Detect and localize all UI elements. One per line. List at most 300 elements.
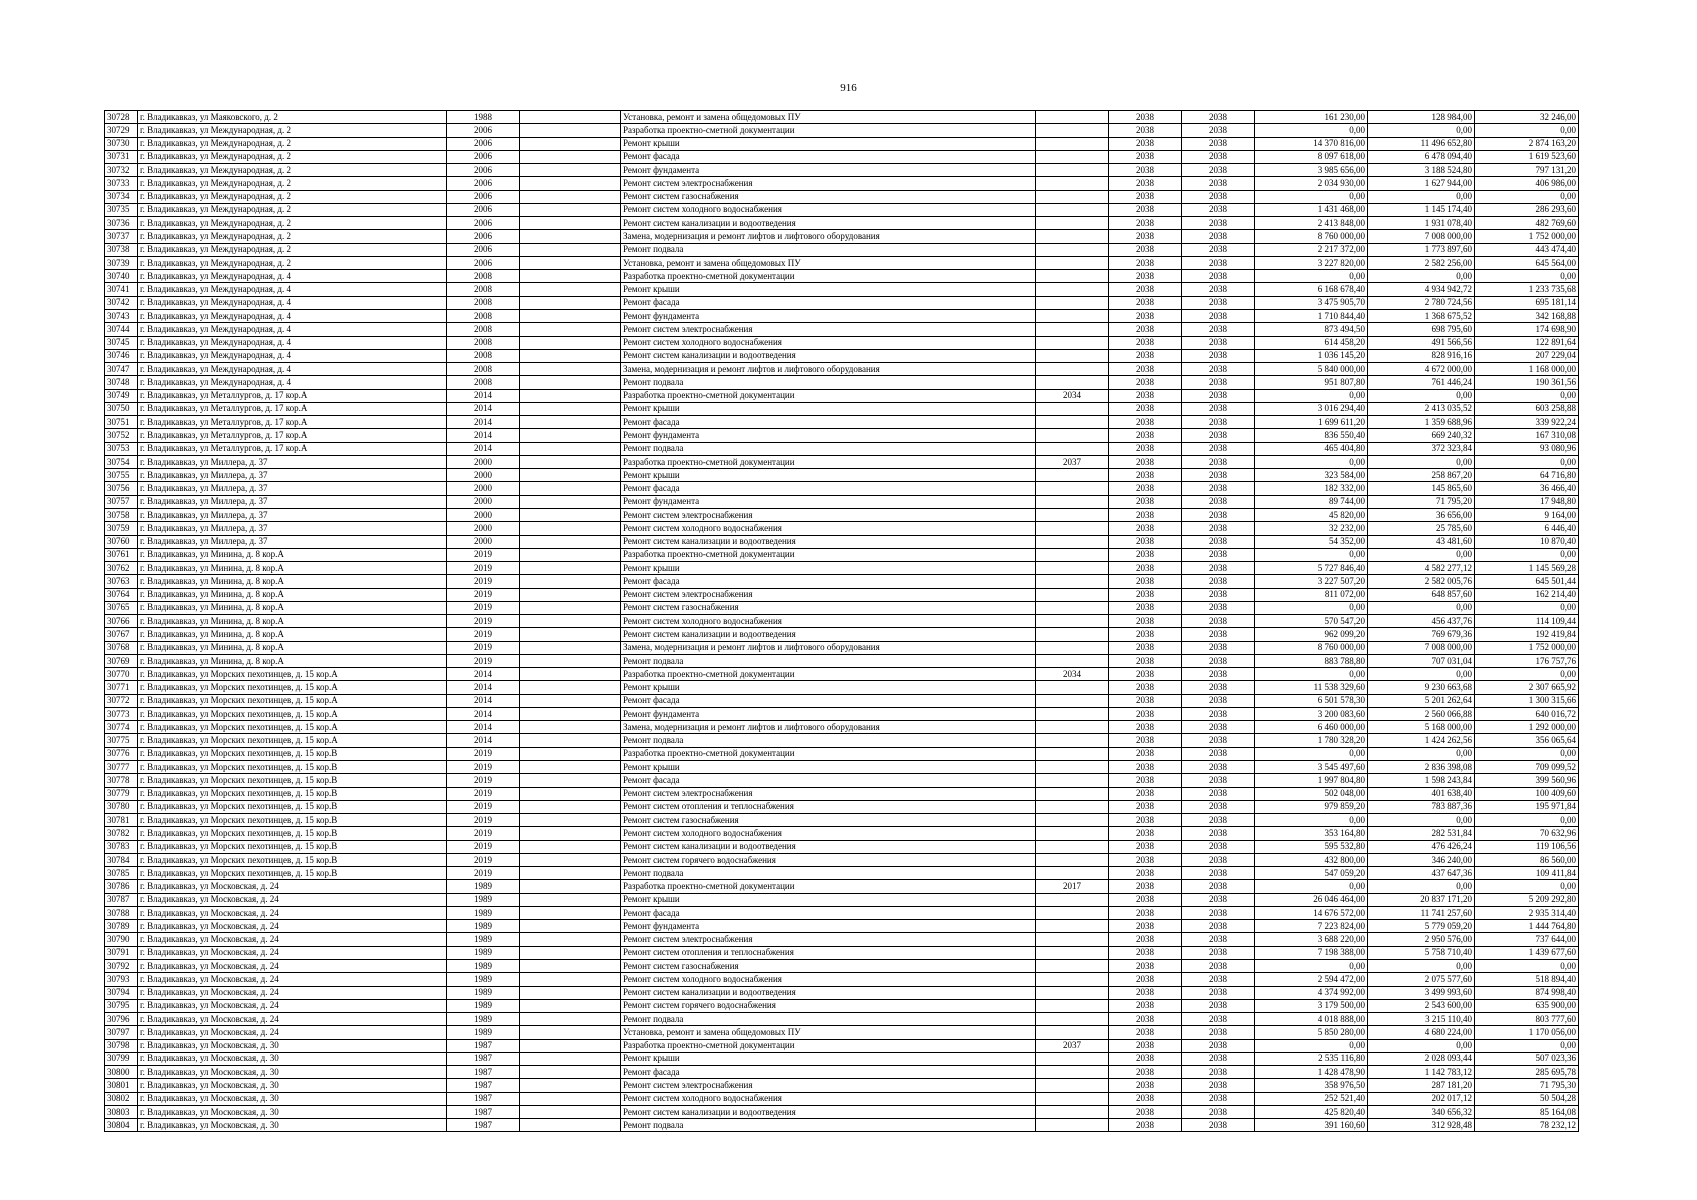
work-type-cell: Ремонт фундамента — [621, 707, 1036, 720]
work-type-cell: Замена, модернизация и ремонт лифтов и лифтового оборудования — [621, 230, 1036, 243]
owner-cost-cell: 122 891,64 — [1475, 336, 1579, 349]
table-row — [105, 1105, 1579, 1118]
owner-cost-cell: 406 986,00 — [1475, 177, 1579, 190]
row-id-cell: 30748 — [105, 376, 138, 389]
total-cost-cell: 3 016 294,40 — [1255, 402, 1368, 415]
build-year-cell: 2019 — [447, 774, 520, 787]
empty-cell — [520, 893, 621, 906]
table-row — [105, 628, 1579, 641]
work-type-cell: Ремонт систем газоснабжения — [621, 960, 1036, 973]
total-cost-cell: 0,00 — [1255, 190, 1368, 203]
empty-cell — [520, 323, 621, 336]
table-row — [105, 668, 1579, 681]
start-year-cell: 2038 — [1109, 774, 1182, 787]
end-year-cell: 2038 — [1182, 800, 1255, 813]
plan-year-cell — [1036, 296, 1109, 309]
fund-cost-cell: 4 672 000,00 — [1368, 363, 1475, 376]
owner-cost-cell: 695 181,14 — [1475, 296, 1579, 309]
row-id-cell: 30799 — [105, 1052, 138, 1065]
build-year-cell: 2008 — [447, 296, 520, 309]
total-cost-cell: 5 840 000,00 — [1255, 363, 1368, 376]
end-year-cell: 2038 — [1182, 1052, 1255, 1065]
end-year-cell: 2038 — [1182, 177, 1255, 190]
empty-cell — [520, 137, 621, 150]
total-cost-cell: 547 059,20 — [1255, 867, 1368, 880]
row-id-cell: 30751 — [105, 416, 138, 429]
end-year-cell: 2038 — [1182, 548, 1255, 561]
end-year-cell: 2038 — [1182, 747, 1255, 760]
owner-cost-cell: 1 300 315,66 — [1475, 694, 1579, 707]
table-row — [105, 349, 1579, 362]
start-year-cell: 2038 — [1109, 840, 1182, 853]
start-year-cell: 2038 — [1109, 641, 1182, 654]
empty-cell — [520, 906, 621, 919]
plan-year-cell — [1036, 800, 1109, 813]
build-year-cell: 2006 — [447, 243, 520, 256]
owner-cost-cell: 190 361,56 — [1475, 376, 1579, 389]
work-type-cell: Ремонт систем электроснабжения — [621, 323, 1036, 336]
plan-year-cell — [1036, 323, 1109, 336]
work-type-cell: Ремонт крыши — [621, 893, 1036, 906]
table-row — [105, 694, 1579, 707]
build-year-cell: 2019 — [447, 827, 520, 840]
row-id-cell: 30732 — [105, 164, 138, 177]
empty-cell — [520, 933, 621, 946]
owner-cost-cell: 109 411,84 — [1475, 867, 1579, 880]
owner-cost-cell: 0,00 — [1475, 455, 1579, 468]
table-row — [105, 1039, 1579, 1052]
work-type-cell: Ремонт систем холодного водоснабжения — [621, 615, 1036, 628]
start-year-cell: 2038 — [1109, 1013, 1182, 1026]
plan-year-cell — [1036, 1105, 1109, 1118]
total-cost-cell: 8 097 618,00 — [1255, 150, 1368, 163]
empty-cell — [520, 761, 621, 774]
start-year-cell: 2038 — [1109, 455, 1182, 468]
start-year-cell: 2038 — [1109, 323, 1182, 336]
work-type-cell: Ремонт систем газоснабжения — [621, 190, 1036, 203]
address-cell: г. Владикавказ, ул Морских пехотинцев, д. 15 кор.А — [138, 707, 447, 720]
fund-cost-cell: 11 741 257,60 — [1368, 906, 1475, 919]
address-cell: г. Владикавказ, ул Международная, д. 4 — [138, 270, 447, 283]
empty-cell — [520, 734, 621, 747]
page-number: 916 — [840, 82, 857, 94]
table-row — [105, 734, 1579, 747]
fund-cost-cell: 0,00 — [1368, 190, 1475, 203]
empty-cell — [520, 203, 621, 216]
row-id-cell: 30775 — [105, 734, 138, 747]
row-id-cell: 30737 — [105, 230, 138, 243]
plan-year-cell — [1036, 270, 1109, 283]
work-type-cell: Разработка проектно-сметной документации — [621, 455, 1036, 468]
address-cell: г. Владикавказ, ул Морских пехотинцев, д. 15 кор.А — [138, 681, 447, 694]
table-row — [105, 575, 1579, 588]
address-cell: г. Владикавказ, ул Морских пехотинцев, д. 15 кор.В — [138, 840, 447, 853]
row-id-cell: 30754 — [105, 455, 138, 468]
row-id-cell: 30800 — [105, 1066, 138, 1079]
table-row — [105, 721, 1579, 734]
total-cost-cell: 979 859,20 — [1255, 800, 1368, 813]
address-cell: г. Владикавказ, ул Международная, д. 2 — [138, 217, 447, 230]
start-year-cell: 2038 — [1109, 522, 1182, 535]
start-year-cell: 2038 — [1109, 694, 1182, 707]
empty-cell — [520, 641, 621, 654]
empty-cell — [520, 747, 621, 760]
empty-cell — [520, 880, 621, 893]
total-cost-cell: 14 370 816,00 — [1255, 137, 1368, 150]
build-year-cell: 2006 — [447, 230, 520, 243]
table-row — [105, 1052, 1579, 1065]
start-year-cell: 2038 — [1109, 230, 1182, 243]
start-year-cell: 2038 — [1109, 1119, 1182, 1132]
total-cost-cell: 2 413 848,00 — [1255, 217, 1368, 230]
table-row — [105, 867, 1579, 880]
plan-year-cell — [1036, 508, 1109, 521]
row-id-cell: 30792 — [105, 960, 138, 973]
empty-cell — [520, 1052, 621, 1065]
work-type-cell: Ремонт систем канализации и водоотведения — [621, 986, 1036, 999]
build-year-cell: 2019 — [447, 867, 520, 880]
plan-year-cell — [1036, 230, 1109, 243]
address-cell: г. Владикавказ, ул Минина, д. 8 кор.А — [138, 628, 447, 641]
build-year-cell: 2006 — [447, 137, 520, 150]
owner-cost-cell: 0,00 — [1475, 124, 1579, 137]
build-year-cell: 1989 — [447, 1013, 520, 1026]
plan-year-cell: 2037 — [1036, 1039, 1109, 1052]
table-row — [105, 615, 1579, 628]
owner-cost-cell: 342 168,88 — [1475, 309, 1579, 322]
owner-cost-cell: 0,00 — [1475, 270, 1579, 283]
owner-cost-cell: 1 292 000,00 — [1475, 721, 1579, 734]
owner-cost-cell: 100 409,60 — [1475, 787, 1579, 800]
empty-cell — [520, 960, 621, 973]
work-type-cell: Ремонт подвала — [621, 654, 1036, 667]
build-year-cell: 2006 — [447, 190, 520, 203]
row-id-cell: 30761 — [105, 548, 138, 561]
plan-year-cell — [1036, 1119, 1109, 1132]
owner-cost-cell: 645 564,00 — [1475, 256, 1579, 269]
address-cell: г. Владикавказ, ул Морских пехотинцев, д. 15 кор.А — [138, 721, 447, 734]
work-type-cell: Ремонт систем электроснабжения — [621, 177, 1036, 190]
row-id-cell: 30736 — [105, 217, 138, 230]
work-type-cell: Ремонт подвала — [621, 243, 1036, 256]
empty-cell — [520, 495, 621, 508]
work-type-cell: Замена, модернизация и ремонт лифтов и лифтового оборудования — [621, 641, 1036, 654]
start-year-cell: 2038 — [1109, 814, 1182, 827]
end-year-cell: 2038 — [1182, 309, 1255, 322]
empty-cell — [520, 469, 621, 482]
total-cost-cell: 5 850 280,00 — [1255, 1026, 1368, 1039]
total-cost-cell: 432 800,00 — [1255, 853, 1368, 866]
end-year-cell: 2038 — [1182, 283, 1255, 296]
end-year-cell: 2038 — [1182, 243, 1255, 256]
owner-cost-cell: 9 164,00 — [1475, 508, 1579, 521]
empty-cell — [520, 707, 621, 720]
table-row — [105, 641, 1579, 654]
build-year-cell: 2019 — [447, 615, 520, 628]
owner-cost-cell: 640 016,72 — [1475, 707, 1579, 720]
address-cell: г. Владикавказ, ул Международная, д. 4 — [138, 323, 447, 336]
row-id-cell: 30755 — [105, 469, 138, 482]
row-id-cell: 30797 — [105, 1026, 138, 1039]
total-cost-cell: 8 760 000,00 — [1255, 230, 1368, 243]
plan-year-cell — [1036, 150, 1109, 163]
work-type-cell: Разработка проектно-сметной документации — [621, 668, 1036, 681]
owner-cost-cell: 797 131,20 — [1475, 164, 1579, 177]
start-year-cell: 2038 — [1109, 349, 1182, 362]
empty-cell — [520, 416, 621, 429]
total-cost-cell: 2 217 372,00 — [1255, 243, 1368, 256]
start-year-cell: 2038 — [1109, 960, 1182, 973]
end-year-cell: 2038 — [1182, 124, 1255, 137]
end-year-cell: 2038 — [1182, 641, 1255, 654]
fund-cost-cell: 648 857,60 — [1368, 588, 1475, 601]
total-cost-cell: 182 332,00 — [1255, 482, 1368, 495]
fund-cost-cell: 1 145 174,40 — [1368, 203, 1475, 216]
row-id-cell: 30777 — [105, 761, 138, 774]
end-year-cell: 2038 — [1182, 1026, 1255, 1039]
owner-cost-cell: 507 023,36 — [1475, 1052, 1579, 1065]
empty-cell — [520, 336, 621, 349]
end-year-cell: 2038 — [1182, 1013, 1255, 1026]
owner-cost-cell: 0,00 — [1475, 880, 1579, 893]
build-year-cell: 2008 — [447, 270, 520, 283]
start-year-cell: 2038 — [1109, 243, 1182, 256]
owner-cost-cell: 1 170 056,00 — [1475, 1026, 1579, 1039]
address-cell: г. Владикавказ, ул Минина, д. 8 кор.А — [138, 654, 447, 667]
total-cost-cell: 0,00 — [1255, 960, 1368, 973]
fund-cost-cell: 3 215 110,40 — [1368, 1013, 1475, 1026]
build-year-cell: 1989 — [447, 880, 520, 893]
start-year-cell: 2038 — [1109, 548, 1182, 561]
start-year-cell: 2038 — [1109, 906, 1182, 919]
end-year-cell: 2038 — [1182, 402, 1255, 415]
work-type-cell: Ремонт фасада — [621, 694, 1036, 707]
row-id-cell: 30739 — [105, 256, 138, 269]
row-id-cell: 30731 — [105, 150, 138, 163]
total-cost-cell: 570 547,20 — [1255, 615, 1368, 628]
total-cost-cell: 465 404,80 — [1255, 442, 1368, 455]
fund-cost-cell: 2 582 005,76 — [1368, 575, 1475, 588]
row-id-cell: 30787 — [105, 893, 138, 906]
address-cell: г. Владикавказ, ул Миллера, д. 37 — [138, 469, 447, 482]
address-cell: г. Владикавказ, ул Морских пехотинцев, д. 15 кор.В — [138, 747, 447, 760]
fund-cost-cell: 0,00 — [1368, 1039, 1475, 1052]
empty-cell — [520, 694, 621, 707]
row-id-cell: 30728 — [105, 111, 138, 124]
end-year-cell: 2038 — [1182, 270, 1255, 283]
fund-cost-cell: 4 582 277,12 — [1368, 562, 1475, 575]
address-cell: г. Владикавказ, ул Миллера, д. 37 — [138, 455, 447, 468]
work-type-cell: Разработка проектно-сметной документации — [621, 880, 1036, 893]
build-year-cell: 2014 — [447, 734, 520, 747]
total-cost-cell: 0,00 — [1255, 747, 1368, 760]
address-cell: г. Владикавказ, ул Московская, д. 30 — [138, 1119, 447, 1132]
row-id-cell: 30781 — [105, 814, 138, 827]
work-type-cell: Разработка проектно-сметной документации — [621, 270, 1036, 283]
start-year-cell: 2038 — [1109, 707, 1182, 720]
build-year-cell: 2006 — [447, 217, 520, 230]
total-cost-cell: 0,00 — [1255, 668, 1368, 681]
empty-cell — [520, 973, 621, 986]
start-year-cell: 2038 — [1109, 734, 1182, 747]
total-cost-cell: 0,00 — [1255, 1039, 1368, 1052]
owner-cost-cell: 737 644,00 — [1475, 933, 1579, 946]
total-cost-cell: 1 428 478,90 — [1255, 1066, 1368, 1079]
empty-cell — [520, 668, 621, 681]
build-year-cell: 1987 — [447, 1079, 520, 1092]
build-year-cell: 2014 — [447, 707, 520, 720]
address-cell: г. Владикавказ, ул Минина, д. 8 кор.А — [138, 575, 447, 588]
total-cost-cell: 8 760 000,00 — [1255, 641, 1368, 654]
build-year-cell: 1987 — [447, 1105, 520, 1118]
total-cost-cell: 32 232,00 — [1255, 522, 1368, 535]
owner-cost-cell: 286 293,60 — [1475, 203, 1579, 216]
build-year-cell: 2006 — [447, 150, 520, 163]
total-cost-cell: 0,00 — [1255, 389, 1368, 402]
work-type-cell: Ремонт крыши — [621, 681, 1036, 694]
empty-cell — [520, 628, 621, 641]
end-year-cell: 2038 — [1182, 522, 1255, 535]
end-year-cell: 2038 — [1182, 973, 1255, 986]
address-cell: г. Владикавказ, ул Морских пехотинцев, д. 15 кор.В — [138, 761, 447, 774]
start-year-cell: 2038 — [1109, 203, 1182, 216]
work-type-cell: Ремонт систем канализации и водоотведения — [621, 217, 1036, 230]
end-year-cell: 2038 — [1182, 694, 1255, 707]
start-year-cell: 2038 — [1109, 973, 1182, 986]
plan-year-cell — [1036, 243, 1109, 256]
address-cell: г. Владикавказ, ул Международная, д. 4 — [138, 349, 447, 362]
total-cost-cell: 836 550,40 — [1255, 429, 1368, 442]
fund-cost-cell: 0,00 — [1368, 668, 1475, 681]
start-year-cell: 2038 — [1109, 376, 1182, 389]
empty-cell — [520, 1026, 621, 1039]
end-year-cell: 2038 — [1182, 893, 1255, 906]
plan-year-cell — [1036, 402, 1109, 415]
work-type-cell: Ремонт фасада — [621, 416, 1036, 429]
start-year-cell: 2038 — [1109, 867, 1182, 880]
work-type-cell: Ремонт систем холодного водоснабжения — [621, 973, 1036, 986]
end-year-cell: 2038 — [1182, 389, 1255, 402]
empty-cell — [520, 402, 621, 415]
build-year-cell: 2006 — [447, 124, 520, 137]
total-cost-cell: 3 985 656,00 — [1255, 164, 1368, 177]
end-year-cell: 2038 — [1182, 588, 1255, 601]
empty-cell — [520, 1039, 621, 1052]
address-cell: г. Владикавказ, ул Международная, д. 2 — [138, 150, 447, 163]
fund-cost-cell: 2 543 600,00 — [1368, 999, 1475, 1012]
owner-cost-cell: 1 752 000,00 — [1475, 230, 1579, 243]
table-row — [105, 1013, 1579, 1026]
plan-year-cell — [1036, 522, 1109, 535]
end-year-cell: 2038 — [1182, 150, 1255, 163]
start-year-cell: 2038 — [1109, 681, 1182, 694]
table-row — [105, 455, 1579, 468]
address-cell: г. Владикавказ, ул Международная, д. 4 — [138, 309, 447, 322]
start-year-cell: 2038 — [1109, 827, 1182, 840]
table-row — [105, 880, 1579, 893]
plan-year-cell — [1036, 588, 1109, 601]
fund-cost-cell: 5 758 710,40 — [1368, 946, 1475, 959]
table-row — [105, 442, 1579, 455]
total-cost-cell: 502 048,00 — [1255, 787, 1368, 800]
table-row — [105, 164, 1579, 177]
table-row — [105, 1092, 1579, 1105]
plan-year-cell — [1036, 840, 1109, 853]
plan-year-cell — [1036, 707, 1109, 720]
table-row — [105, 562, 1579, 575]
total-cost-cell: 3 200 083,60 — [1255, 707, 1368, 720]
work-type-cell: Ремонт систем электроснабжения — [621, 933, 1036, 946]
total-cost-cell: 2 594 472,00 — [1255, 973, 1368, 986]
end-year-cell: 2038 — [1182, 469, 1255, 482]
empty-cell — [520, 1105, 621, 1118]
work-type-cell: Ремонт систем канализации и водоотведения — [621, 1105, 1036, 1118]
owner-cost-cell: 0,00 — [1475, 747, 1579, 760]
end-year-cell: 2038 — [1182, 376, 1255, 389]
start-year-cell: 2038 — [1109, 256, 1182, 269]
table-row — [105, 1119, 1579, 1132]
address-cell: г. Владикавказ, ул Московская, д. 30 — [138, 1039, 447, 1052]
empty-cell — [520, 681, 621, 694]
empty-cell — [520, 562, 621, 575]
total-cost-cell: 3 227 507,20 — [1255, 575, 1368, 588]
build-year-cell: 1989 — [447, 986, 520, 999]
total-cost-cell: 811 072,00 — [1255, 588, 1368, 601]
empty-cell — [520, 482, 621, 495]
table-row — [105, 190, 1579, 203]
start-year-cell: 2038 — [1109, 535, 1182, 548]
total-cost-cell: 1 431 468,00 — [1255, 203, 1368, 216]
start-year-cell: 2038 — [1109, 296, 1182, 309]
total-cost-cell: 1 710 844,40 — [1255, 309, 1368, 322]
row-id-cell: 30796 — [105, 1013, 138, 1026]
work-type-cell: Ремонт систем газоснабжения — [621, 601, 1036, 614]
owner-cost-cell: 78 232,12 — [1475, 1119, 1579, 1132]
empty-cell — [520, 389, 621, 402]
row-id-cell: 30801 — [105, 1079, 138, 1092]
work-type-cell: Ремонт систем электроснабжения — [621, 1079, 1036, 1092]
address-cell: г. Владикавказ, ул Международная, д. 2 — [138, 230, 447, 243]
fund-cost-cell: 2 836 398,08 — [1368, 761, 1475, 774]
build-year-cell: 1989 — [447, 973, 520, 986]
work-type-cell: Ремонт крыши — [621, 402, 1036, 415]
start-year-cell: 2038 — [1109, 1066, 1182, 1079]
empty-cell — [520, 256, 621, 269]
end-year-cell: 2038 — [1182, 960, 1255, 973]
row-id-cell: 30784 — [105, 853, 138, 866]
end-year-cell: 2038 — [1182, 1119, 1255, 1132]
empty-cell — [520, 124, 621, 137]
start-year-cell: 2038 — [1109, 787, 1182, 800]
plan-year-cell — [1036, 203, 1109, 216]
fund-cost-cell: 1 424 262,56 — [1368, 734, 1475, 747]
plan-year-cell — [1036, 177, 1109, 190]
build-year-cell: 2000 — [447, 535, 520, 548]
address-cell: г. Владикавказ, ул Миллера, д. 37 — [138, 495, 447, 508]
fund-cost-cell: 707 031,04 — [1368, 654, 1475, 667]
row-id-cell: 30783 — [105, 840, 138, 853]
empty-cell — [520, 363, 621, 376]
table-row — [105, 853, 1579, 866]
empty-cell — [520, 654, 621, 667]
owner-cost-cell: 36 466,40 — [1475, 482, 1579, 495]
address-cell: г. Владикавказ, ул Московская, д. 30 — [138, 1092, 447, 1105]
start-year-cell: 2038 — [1109, 562, 1182, 575]
address-cell: г. Владикавказ, ул Международная, д. 4 — [138, 283, 447, 296]
empty-cell — [520, 774, 621, 787]
table-row — [105, 920, 1579, 933]
start-year-cell: 2038 — [1109, 429, 1182, 442]
